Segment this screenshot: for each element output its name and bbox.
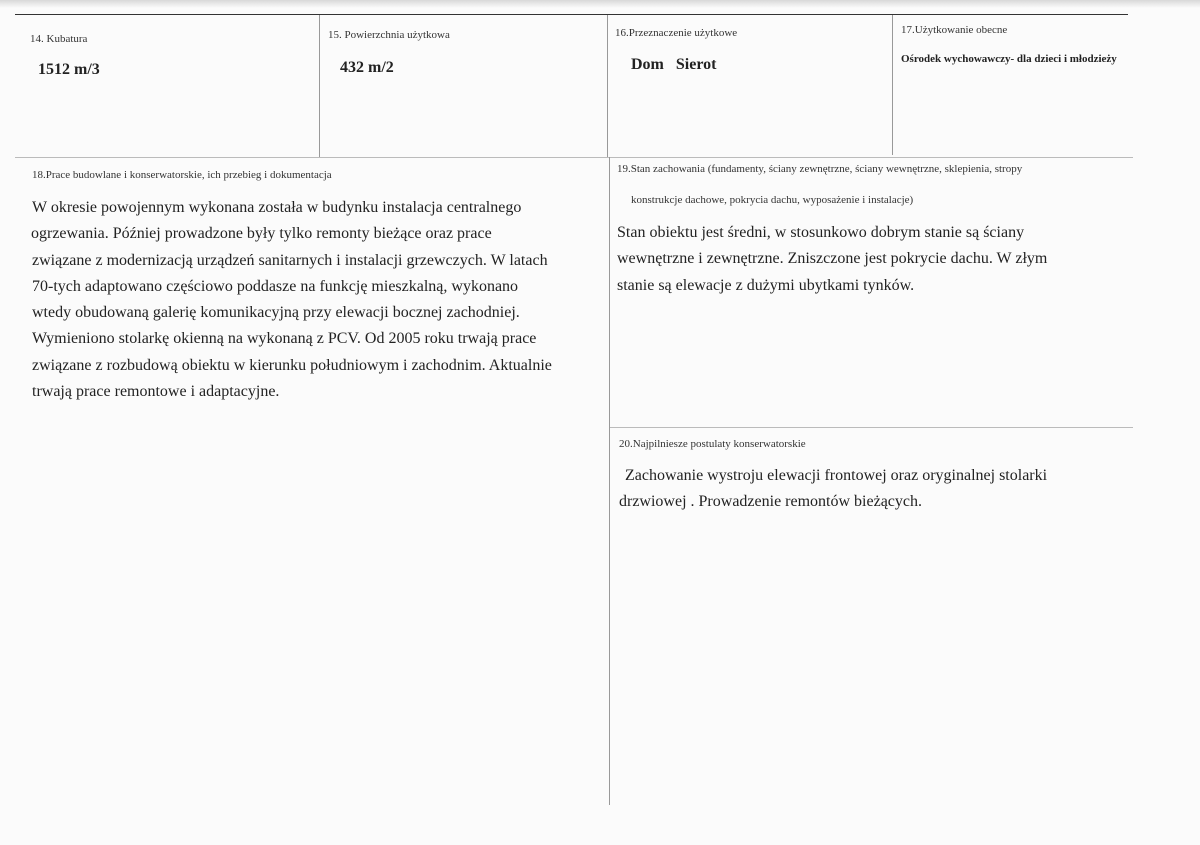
text-line: związane z modernizacją urządzeń sanitarnych i instalacji grzewczych. W latach — [32, 251, 548, 269]
field-18-text — [32, 195, 552, 405]
col-divider-3 — [892, 15, 893, 155]
field-15-label: 15. Powierzchnia użytkowa — [328, 29, 450, 41]
text-line: stanie są elewacje z dużymi ubytkami tynków. — [617, 276, 915, 294]
field-19-label-line2: konstrukcje dachowe, pokrycia dachu, wyposażenie i instalacje) — [631, 194, 914, 206]
text-line: Zachowanie wystroju elewacji frontowej oraz oryginalnej stolarki — [625, 467, 1048, 484]
field-19-label-line1: 19.Stan zachowania (fundamenty, ściany zewnętrzne, ściany wewnętrzne, sklepienia, stropy — [617, 163, 1023, 175]
field-19-text — [617, 220, 1047, 299]
field-18-label: 18.Prace budowlane i konserwatorskie, ich przebieg i dokumentacja — [32, 169, 332, 181]
field-15-value: 432 m/2 — [340, 59, 394, 76]
field-20-text — [619, 463, 1047, 516]
col-divider-2 — [607, 15, 608, 157]
table-top-border — [15, 14, 1128, 15]
text-line: drzwiowej . Prowadzenie remontów bieżących. — [619, 493, 922, 511]
field-14-label: 14. Kubatura — [30, 33, 88, 45]
field-17-value: Ośrodek wychowawczy- dla dzieci i młodzieży — [901, 53, 1117, 65]
field-16-label: 16.Przeznaczenie użytkowe — [615, 27, 738, 39]
field-17-label: 17.Użytkowanie obecne — [901, 24, 1008, 36]
text-line: związane z rozbudową obiektu w kierunku południowym i zachodnim. Aktualnie — [32, 356, 552, 374]
right-section-divider — [609, 427, 1133, 428]
field-14-value: 1512 m/3 — [38, 61, 100, 78]
text-line: W okresie powojennym wykonana została w budynku instalacja centralnego — [32, 199, 522, 216]
scan-edge-shadow — [0, 0, 1200, 8]
text-line: Wymieniono stolarkę okienną na wykonaną z PCV. Od 2005 roku trwają prace — [32, 330, 537, 348]
text-line: ogrzewania. Później prowadzone były tylko remonty bieżące oraz prace — [31, 225, 492, 243]
field-16-value: Dom Sierot — [631, 56, 717, 73]
col-divider-lower — [609, 157, 610, 805]
text-line: wtedy obudowaną galerię komunikacyjną przy elewacji bocznej zachodniej. — [32, 304, 520, 322]
col-divider-1 — [319, 15, 320, 157]
text-line: 70-tych adaptowano częściowo poddasze na funkcję mieszkalną, wykonano — [32, 277, 519, 295]
field-20-label: 20.Najpilniesze postulaty konserwatorskie — [619, 438, 806, 450]
text-line: trwają prace remontowe i adaptacyjne. — [32, 383, 280, 401]
text-line: wewnętrzne i zewnętrzne. Zniszczone jest pokrycie dachu. W złym — [617, 250, 1048, 268]
row-divider — [15, 157, 1133, 158]
text-line: Stan obiektu jest średni, w stosunkowo dobrym stanie są ściany — [617, 224, 1025, 241]
